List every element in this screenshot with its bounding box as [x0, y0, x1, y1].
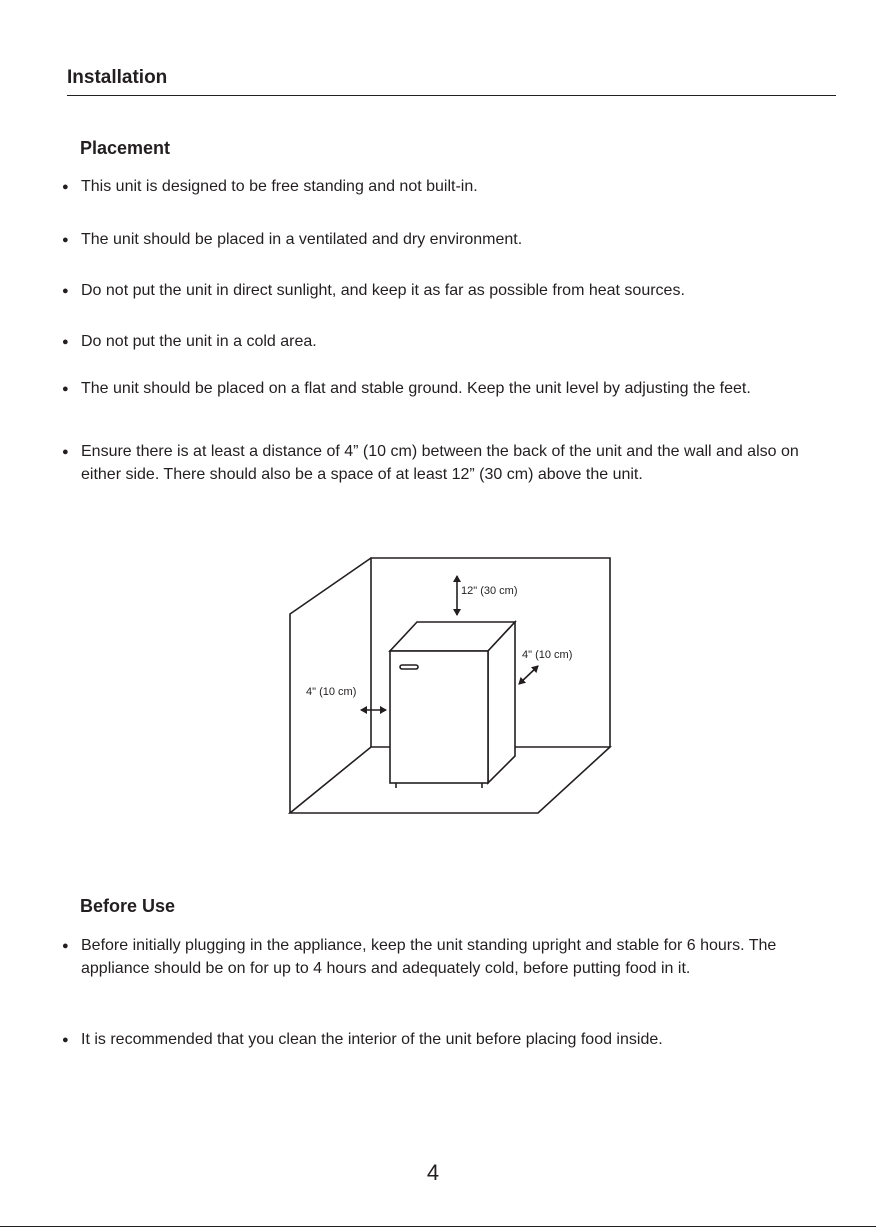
bullet-icon: ● — [62, 336, 69, 348]
title-divider — [67, 95, 836, 96]
bullet-text: The unit should be placed in a ventilated and dry environment. — [81, 231, 523, 248]
placement-bullet-5 — [62, 378, 822, 401]
right-clearance-label: 4" (10 cm) — [522, 649, 573, 661]
unit-side — [488, 622, 515, 783]
door-handle — [400, 665, 418, 669]
placement-bullet-4 — [62, 331, 822, 354]
placement-bullet-2 — [62, 229, 822, 252]
before-use-bullet-2 — [62, 1029, 822, 1052]
placement-bullet-3 — [62, 280, 822, 303]
bullet-text: The unit should be placed on a flat and stable ground. Keep the unit level by adjusting the feet. — [81, 380, 751, 397]
placement-bullet-6 — [62, 441, 822, 486]
bullet-text: Before initially plugging in the appliance, keep the unit standing upright and stable for 6 hours. The appliance should be on for up to 4 hours and adequately cold, before putting food in it. — [81, 937, 777, 977]
placement-bullet-1 — [62, 176, 822, 199]
unit-front — [390, 651, 488, 783]
bullet-icon: ● — [62, 383, 69, 395]
right-clearance-arrow — [519, 666, 538, 684]
bullet-icon: ● — [62, 285, 69, 297]
bullet-icon: ● — [62, 1034, 69, 1046]
bullet-text: This unit is designed to be free standing and not built-in. — [81, 178, 478, 195]
bullet-icon: ● — [62, 181, 69, 193]
placement-heading: Placement — [80, 138, 171, 158]
page-title: Installation — [67, 67, 168, 88]
bullet-text: Ensure there is at least a distance of 4” (10 cm) between the back of the unit and the wall and also on either side. There should also be a space of at least 12” (30 cm) above the unit. — [81, 443, 799, 483]
clearance-diagram — [280, 548, 620, 823]
bullet-text: Do not put the unit in direct sunlight, and keep it as far as possible from heat sources. — [81, 282, 685, 299]
bullet-icon: ● — [62, 446, 69, 458]
bottom-divider — [0, 1226, 876, 1227]
before-use-heading: Before Use — [80, 896, 176, 916]
bullet-icon: ● — [62, 940, 69, 952]
bullet-icon: ● — [62, 234, 69, 246]
page-number: 4 — [426, 1160, 440, 1185]
before-use-bullet-1 — [62, 935, 822, 980]
left-clearance-label: 4" (10 cm) — [306, 686, 357, 698]
bullet-text: Do not put the unit in a cold area. — [81, 333, 317, 350]
appliance-unit — [390, 622, 515, 788]
bullet-text: It is recommended that you clean the interior of the unit before placing food inside. — [81, 1031, 663, 1048]
top-clearance-label: 12" (30 cm) — [461, 585, 518, 597]
